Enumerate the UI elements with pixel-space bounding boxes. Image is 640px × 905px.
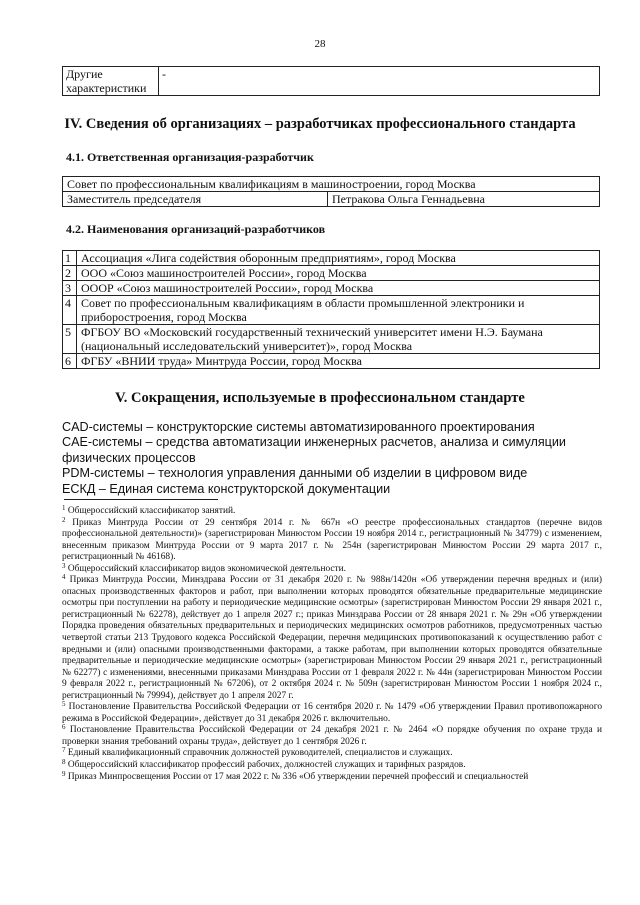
abbreviation-item: ЕСКД – Единая система конструкторской документации [62,481,391,496]
footnote [62,575,602,702]
footnote [62,725,602,748]
developer-number: 3 [63,281,77,296]
footnote-text: Общероссийский классификатор занятий. [67,506,236,516]
footnote-number: 6 [62,723,66,732]
developer-name: ОООР «Союз машиностроителей России», город Москва [77,281,600,296]
developer-number: 1 [63,251,77,266]
other-characteristics-value: - [159,67,600,96]
developers-table [62,250,600,369]
section5-title: V. Сокращения, используемые в профессиональном стандарте [115,390,525,406]
section4-title: IV. Сведения об организациях – разработчиках профессионального стандарта [64,116,576,132]
developer-number: 6 [63,354,77,369]
developer-row [63,266,600,281]
footnote-number: 3 [62,561,66,570]
footnote-number: 4 [62,573,66,582]
footnote-number: 5 [62,700,66,709]
footnote [62,506,602,518]
responsible-org-table [62,176,600,207]
footnote-text: Приказ Минтруда России от 29 сентября 2014 г. № 667н «О реестре профессиональных стандартов (перечне видов профессиональной деятельности)» (зарегистрирован Минюстом России 19 ноября 2014 г., регистрационный № 34779) с изменением, внесенным приказом Минтруда России от 9 марта 2017 г. № 254н (зарегистрирован Минюстом России 29 марта 2017 г., регистрационный № 46168). [62,517,602,563]
footnotes [62,506,602,783]
developer-number: 4 [63,296,77,325]
section4-1-title: 4.1. Ответственная организация-разработчик [66,150,314,164]
footnote-text: Единый квалификационный справочник должностей руководителей, специалистов и служащих. [67,748,453,759]
developer-row [63,251,600,266]
page-number: 28 [314,38,326,50]
developer-name: ФГБОУ ВО «Московский государственный технический университет имени Н.Э. Баумана (национальный исследовательский университет)», город Москва [77,325,600,354]
footnote [62,561,602,576]
developer-name: Совет по профессиональным квалификациям в области промышленной электроники и приборостроения, город Москва [77,296,600,325]
footnote-divider [64,499,218,500]
developer-row [63,354,600,369]
other-characteristics-label: Другие характеристики [63,67,159,96]
developer-number: 5 [63,325,77,354]
footnote-text: Постановление Правительства Российской Федерации от 16 сентября 2020 г. № 1479 «Об утверждении Правил противопожарного режима в Российской Федерации», действует до 31 декабря 2026 г. включительно. [62,702,603,724]
footnote-number: 9 [62,769,66,778]
developer-row [63,281,600,296]
responsible-person: Петракова Ольга Геннадьевна [328,192,600,207]
footnote-text: Общероссийский классификатор видов экономической деятельности. [67,563,347,574]
abbreviation-item: CAD-системы – конструкторские системы автоматизированного проектирования [62,420,535,434]
footnote [62,760,602,772]
footnote [62,702,602,725]
developer-row [63,325,600,354]
abbreviation-item: CAE-системы – средства автоматизации инженерных расчетов, анализа и симуляции физических процессов [62,435,566,465]
footnote-text: Общероссийский классификатор профессий рабочих, должностей служащих и тарифных разрядов. [67,760,466,771]
footnote-text: Приказ Минтруда России, Минздрава России от 31 декабря 2020 г. № 988н/1420н «Об утверждении перечня вредных и (или) опасных производственных факторов и работ, при выполнении которых проводятся обязательные предварительные медицинские осмотры при поступлении на работу и периодические медицинские осмотры» (зарегистрирован Минюстом России 29 января 2021 г., регистрационный № 62278), действует до 1 апреля 2027 г.; приказ Минздрава России от 28 января 2021 г. № 29н «Об утверждении Порядка проведения обязательных предварительных и периодических медицинских осмотров работников, предусмотренных частью четвертой статьи 213 Трудового кодекса Российской Федерации, перечня медицинских противопоказаний к осуществлению работ с вредными и (или) опасными производственными факторами, а также работам, при выполнении которых проводятся обязательные предварительные и периодические медицинские осмотры» (зарегистрирован Минюстом России 29 января 2021 г., регистрационный № 62277) с изменениями, внесенными приказами Минздрава России от 1 февраля 2022 г. № 44н (зарегистрирован Минюстом России 9 февраля 2022 г., регистрационный № 67206), от 2 октября 2024 г. № 509н (зарегистрирован Минюстом России 1 ноября 2024 г., регистрационный № 79994), действует до 1 апреля 2027 г. [62,575,602,701]
other-characteristics-table [62,66,600,96]
responsible-position: Заместитель председателя [63,192,328,207]
section4-2-title: 4.2. Наименования организаций-разработчиков [66,222,326,236]
footnote-number: 2 [62,515,66,524]
footnote [62,515,602,564]
developer-name: Ассоциация «Лига содействия оборонным предприятиям», город Москва [77,251,600,266]
footnote [62,769,602,784]
developer-row [63,296,600,325]
responsible-org-name: Совет по профессиональным квалификациям в машиностроении, город Москва [63,177,600,192]
abbreviations-list [62,420,602,497]
abbreviation-item: PDM-системы – технология управления данными об изделии в цифровом виде [62,466,528,481]
developer-name: ООО «Союз машиностроителей России», город Москва [77,266,600,281]
developer-number: 2 [63,266,77,281]
footnote-text: Приказ Минпросвещения России от 17 мая 2022 г. № 336 «Об утверждении перечней профессий и специальностей [67,771,529,782]
footnote-number: 7 [62,746,66,755]
footnote-number: 1 [62,504,66,512]
footnote-text: Постановление Правительства Российской Федерации от 24 декабря 2021 г. № 2464 «О порядке обучения по охране труда и проверки знания требований охраны труда», действует до 1 сентября 2026 г. [62,725,602,747]
developer-name: ФГБУ «ВНИИ труда» Минтруда России, город Москва [77,354,600,369]
footnote-number: 8 [62,758,66,767]
footnote [62,748,602,760]
